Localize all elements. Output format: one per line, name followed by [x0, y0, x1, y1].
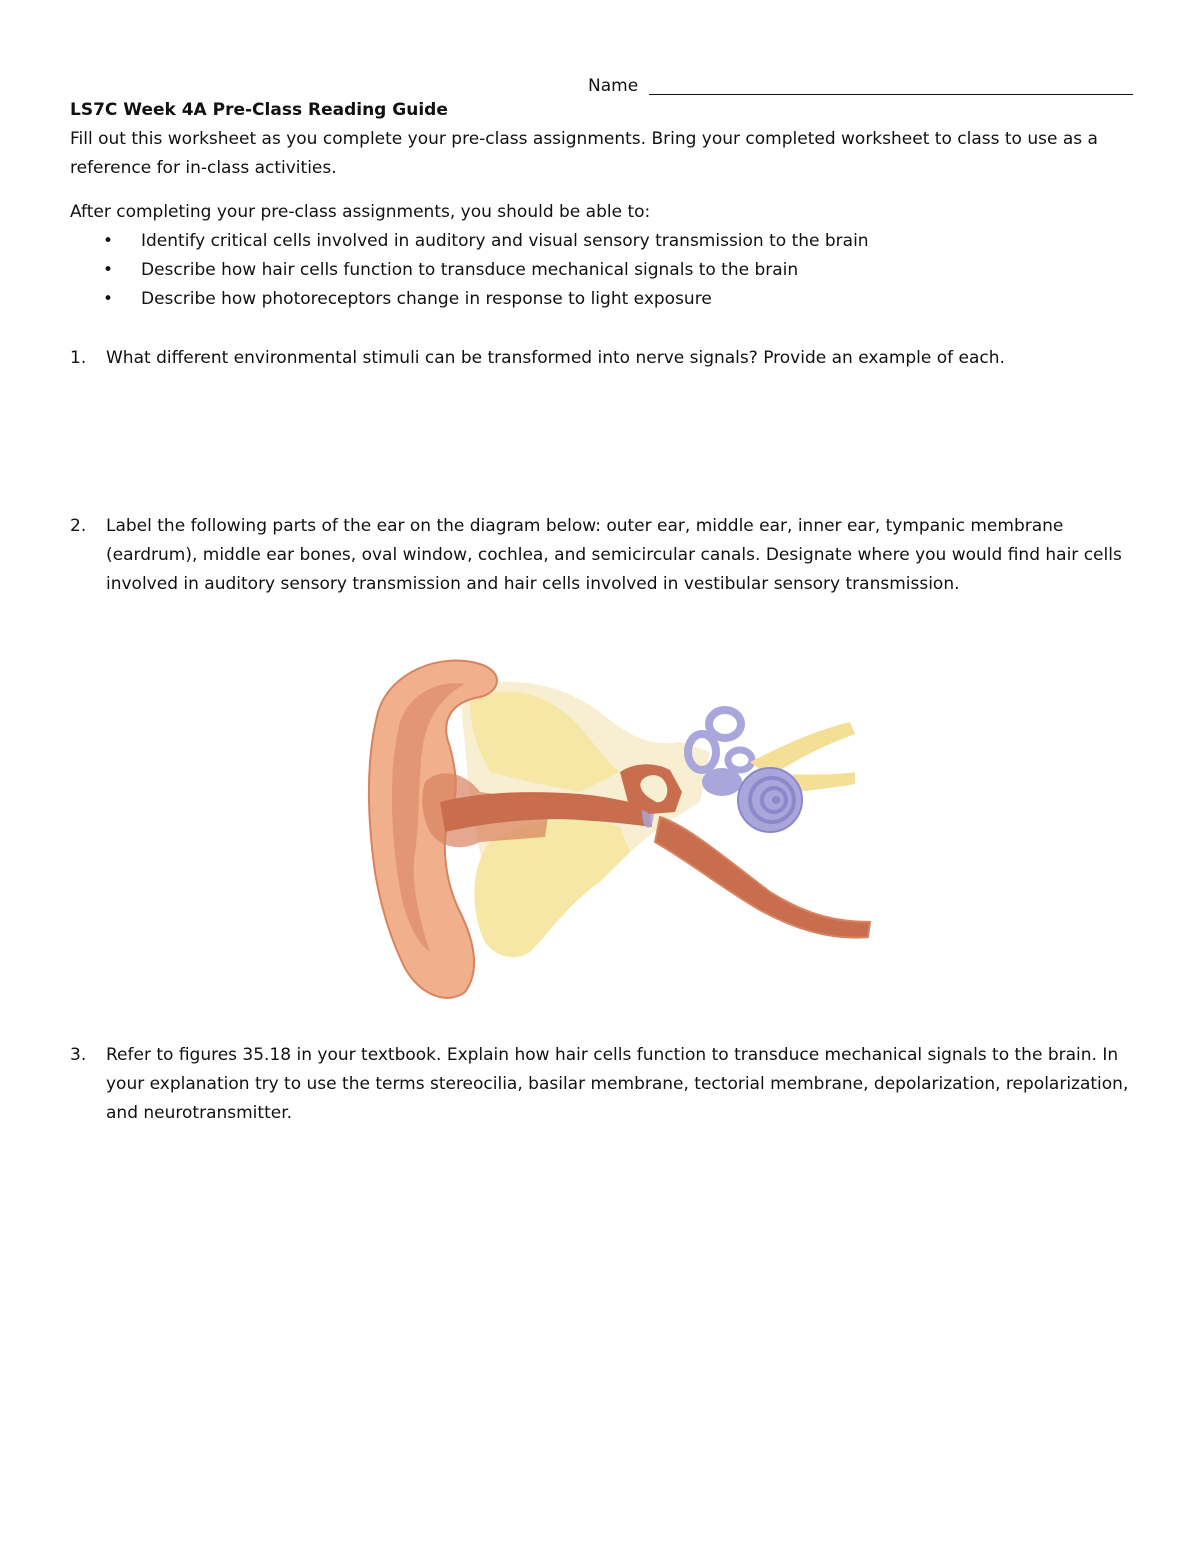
question-text: Refer to figures 35.18 in your textbook. Explain how hair cells function to transduce mechanical signals to the brain. In your explanation try to use the terms stereocilia, basilar membrane, tectorial membrane, depolarization, repolarization, and neurotransmitter. — [106, 1045, 1129, 1123]
question-text: Label the following parts of the ear on the diagram below: outer ear, middle ear, inner ear, tympanic membrane (eardrum), middle ear bones, oval window, cochlea, and semicircular canals. Designate where you would find hair cells involved in auditory sensory transmission and hair cells involved in vestibular sensory transmission. — [106, 516, 1122, 594]
name-label: Name — [588, 76, 639, 96]
bullet-icon: • — [103, 260, 114, 280]
question-text: What different environmental stimuli can be transformed into nerve signals? Provide an example of each. — [106, 348, 1005, 368]
name-field[interactable] — [588, 72, 1133, 101]
question-3 — [70, 1041, 1130, 1128]
vestibule — [702, 768, 742, 796]
question-number: 3. — [70, 1045, 87, 1065]
bullet-icon: • — [103, 231, 114, 251]
objective-text: Describe how hair cells function to transduce mechanical signals to the brain — [141, 260, 799, 280]
objective-item — [70, 256, 1130, 285]
objective-item — [70, 227, 1130, 256]
question-number: 1. — [70, 348, 87, 368]
objective-item — [70, 285, 1130, 314]
semicircular-canal-3 — [728, 750, 752, 770]
worksheet-title: LS7C Week 4A Pre-Class Reading Guide — [70, 100, 448, 120]
ear-anatomy-diagram — [330, 652, 890, 1004]
eustachian-tube — [655, 817, 870, 938]
semicircular-canal-1 — [709, 710, 741, 738]
objective-text: Identify critical cells involved in auditory and visual sensory transmission to the brain — [141, 231, 869, 251]
objective-text: Describe how photoreceptors change in response to light exposure — [141, 289, 712, 309]
bullet-icon: • — [103, 289, 114, 309]
question-2 — [70, 512, 1130, 599]
question-number: 2. — [70, 516, 87, 536]
cochlea-center — [772, 796, 780, 804]
objectives-intro: After completing your pre-class assignments, you should be able to: — [70, 202, 651, 222]
objectives-list — [70, 227, 1130, 314]
name-underline[interactable] — [649, 94, 1133, 95]
question-1 — [70, 344, 1130, 373]
intro-paragraph: Fill out this worksheet as you complete your pre-class assignments. Bring your completed worksheet to class to use as a reference for in-class activities. — [70, 129, 1098, 178]
